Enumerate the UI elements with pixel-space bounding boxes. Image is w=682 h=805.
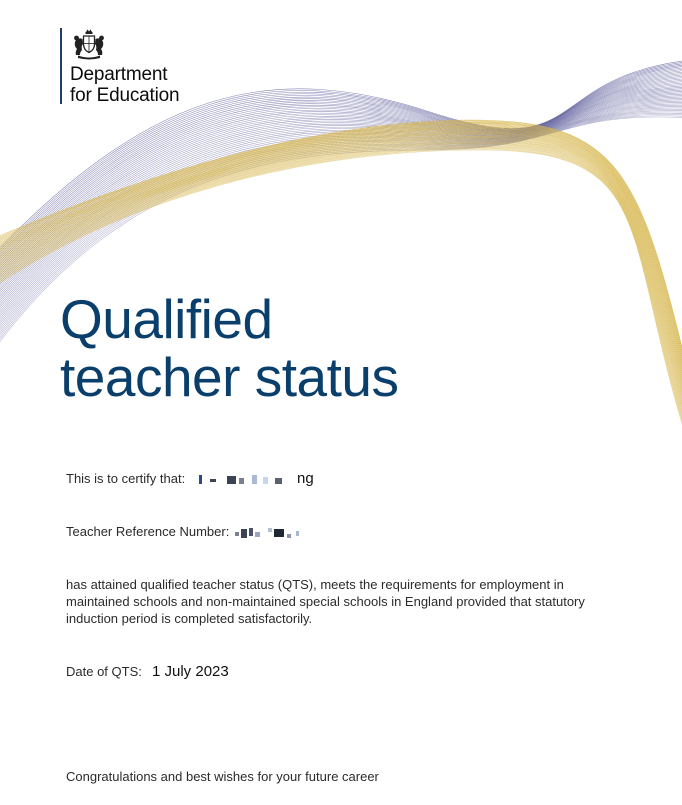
trn-row [66,524,305,539]
wave-line [0,95,682,317]
wave-line [0,91,682,310]
wave-line [0,88,682,305]
qts-date-value: 1 July 2023 [152,663,229,680]
closing-message: Congratulations and best wishes for your future career [66,769,379,784]
wave-line [0,94,682,315]
wave-line [0,81,682,293]
certify-row [66,471,291,486]
qts-statement: has attained qualified teacher status (QTS), meets the requirements for employment in maintained schools and non-maintained special schools in England provided that statutory induction period is completed satisfactorily. [66,577,585,626]
redacted-trn [235,527,305,539]
wave-line [0,83,682,296]
certify-label: This is to certify that: [66,471,186,486]
royal-coat-of-arms-icon [71,29,107,61]
department-name-line-2: for Education [70,85,180,106]
department-name [70,64,179,106]
wave-line [0,80,682,291]
department-logo [60,28,180,106]
trn-label: Teacher Reference Number: [66,524,230,539]
wave-line [0,77,682,286]
wave-line [0,90,682,308]
wave-line [0,87,682,303]
wave-line [0,85,682,300]
certificate-title-line-2: teacher status [60,346,399,408]
department-name-line-1: Department [70,64,168,85]
redacted-name [199,474,291,486]
wave-line [0,93,682,313]
wave-line [0,84,682,298]
wave-line [0,97,682,320]
wave-line [0,76,682,284]
certificate-title [60,290,398,406]
qts-date-label: Date of QTS: [66,664,142,679]
wave-line [0,78,682,288]
certificate-title-line-1: Qualified [60,288,273,350]
name-visible-tail: ng [297,470,314,487]
